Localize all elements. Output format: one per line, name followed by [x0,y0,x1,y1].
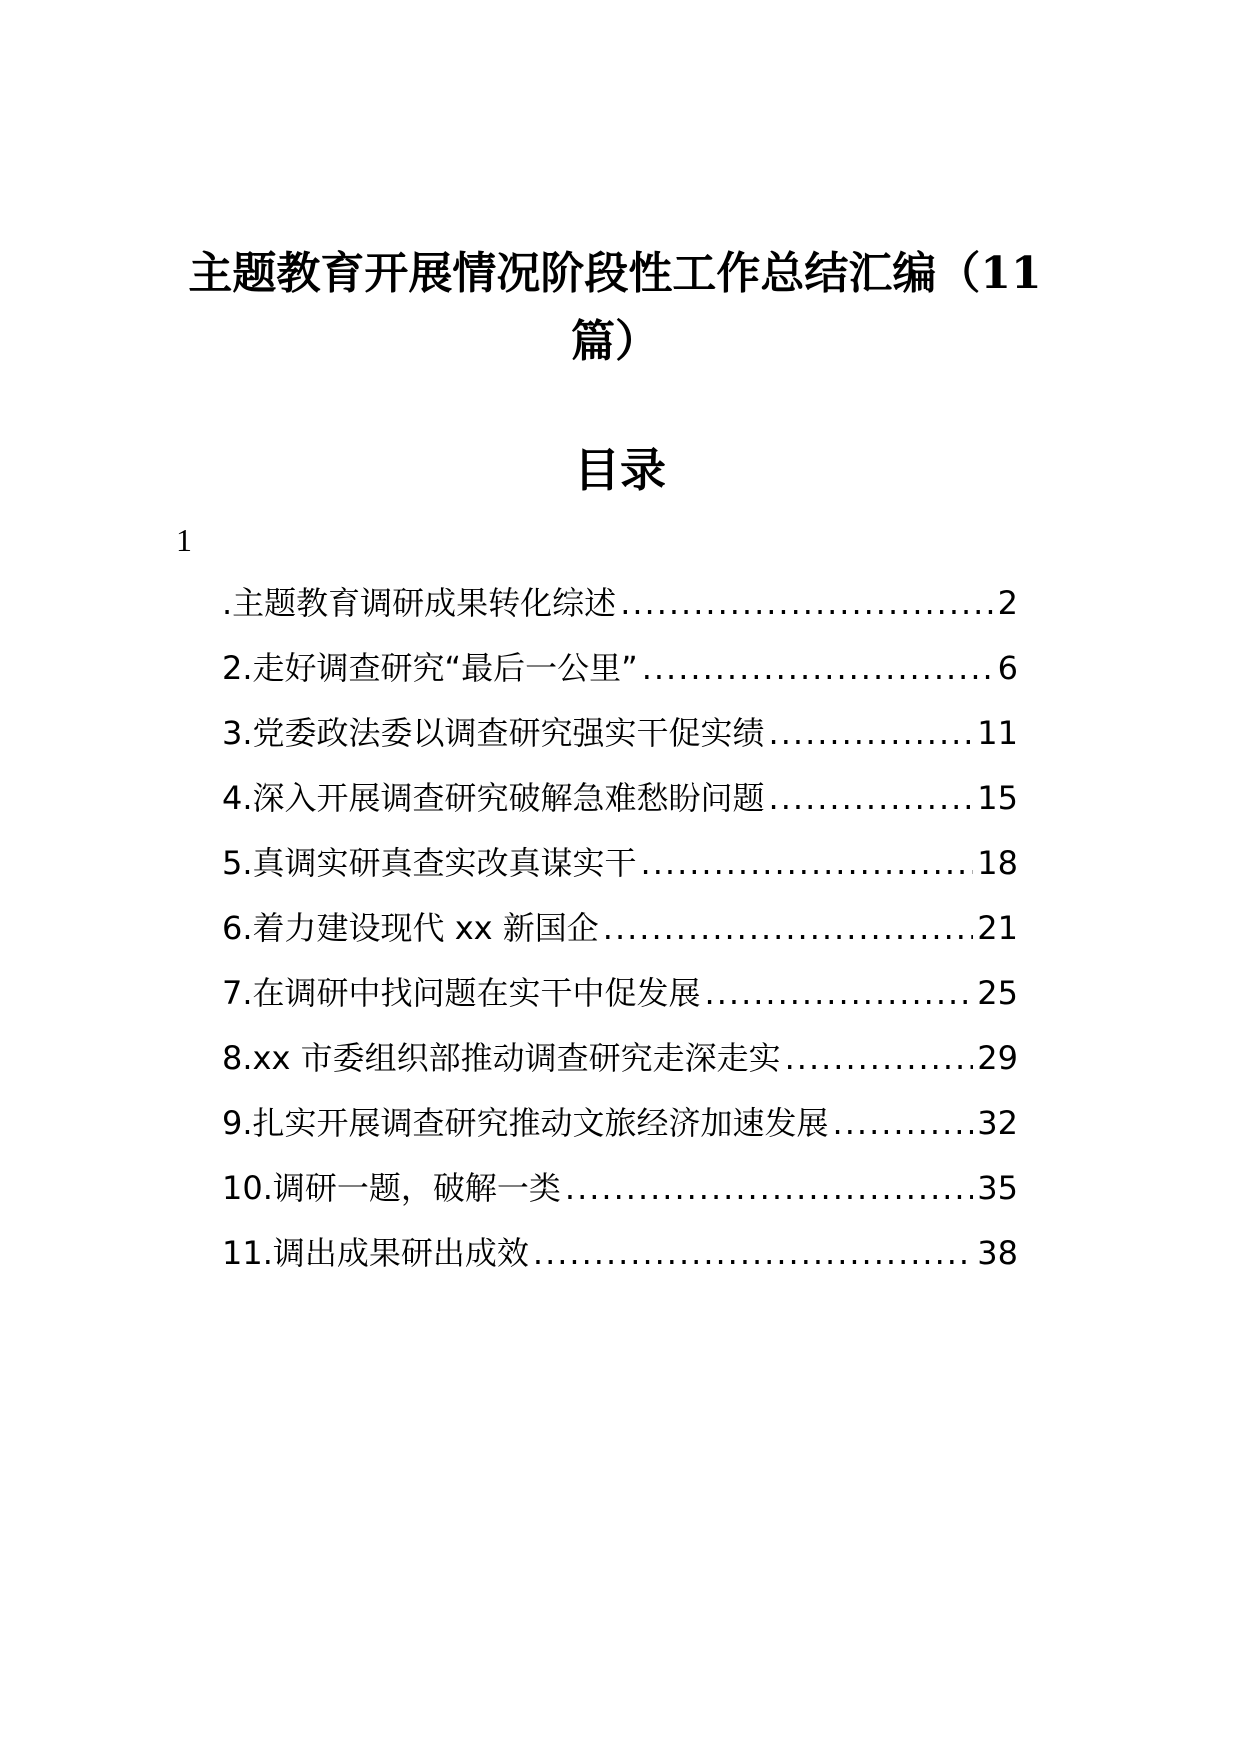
toc-dot-leader [785,1033,974,1083]
toc-entry-6[interactable] [222,903,1018,968]
document-title: 主题教育开展情况阶段性工作总结汇编（11篇） [188,248,1042,367]
toc-entry-9[interactable] [222,1098,1018,1163]
toc-dot-leader [833,1098,974,1148]
table-of-contents [222,578,1018,1293]
toc-entry-page: 11 [977,714,1018,752]
toc-entry-11[interactable] [222,1228,1018,1293]
toc-entry-page: 21 [977,909,1018,947]
toc-entry-title: 7.在调研中找问题在实干中促发展 [222,974,701,1012]
toc-entry-title: 9.扎实开展调查研究推动文旅经济加速发展 [222,1104,829,1142]
toc-dot-leader [565,1163,973,1213]
toc-entry-7[interactable] [222,968,1018,1033]
toc-dot-leader [603,903,974,953]
toc-entry-page: 35 [977,1169,1018,1207]
toc-entry-title: 3.党委政法委以调查研究强实干促实绩 [222,714,765,752]
toc-entry-page: 32 [977,1104,1018,1142]
toc-entry-title: 2.走好调查研究“最后一公里” [222,649,638,687]
toc-entry-title: 4.深入开展调查研究破解急难愁盼问题 [222,779,765,817]
toc-entry-page: 18 [977,844,1018,882]
toc-entry-title: 11.调出成果研出成效 [222,1234,529,1272]
toc-heading: 目录 [574,443,666,497]
toc-dot-leader [769,773,974,823]
toc-dot-leader [769,708,974,758]
toc-dot-leader [705,968,974,1018]
toc-entry-page: 2 [997,584,1018,622]
toc-entry-page: 29 [977,1039,1018,1077]
toc-entry-title: 5.真调实研真查实改真谋实干 [222,844,637,882]
toc-entry-10[interactable] [222,1163,1018,1228]
toc-entry-5[interactable] [222,838,1018,903]
toc-dot-leader [533,1228,973,1278]
toc-dot-leader [642,643,994,693]
toc-entry-1[interactable] [222,578,1018,643]
toc-entry-page: 38 [977,1234,1018,1272]
toc-entry-page: 25 [977,974,1018,1012]
toc-entry-3[interactable] [222,708,1018,773]
toc-entry-page: 6 [997,649,1018,687]
toc-entry-2[interactable] [222,643,1018,708]
toc-entry-4[interactable] [222,773,1018,838]
toc-entry-title: 8.xx 市委组织部推动调查研究走深走实 [222,1039,781,1077]
toc-entry-8[interactable] [222,1033,1018,1098]
toc-entry-title: 6.着力建设现代 xx 新国企 [222,909,599,947]
toc-entry-title: .主题教育调研成果转化综述 [222,584,617,622]
stray-number: 1 [176,522,192,558]
toc-dot-leader [641,838,974,888]
toc-entry-page: 15 [977,779,1018,817]
toc-dot-leader [620,578,993,628]
toc-entry-title: 10.调研一题，破解一类 [222,1169,561,1207]
